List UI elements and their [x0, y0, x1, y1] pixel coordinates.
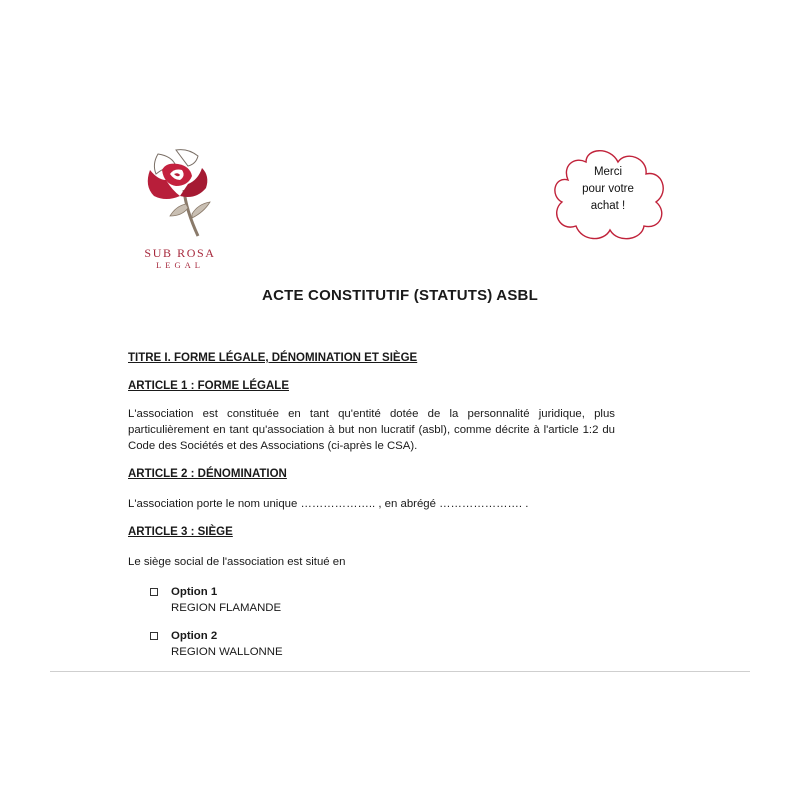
option-item — [128, 584, 615, 616]
document-body — [128, 350, 615, 660]
article-3-text: Le siège social de l'association est situé en — [128, 556, 346, 568]
article-1-text: L'association est constituée en tant qu'entité dotée de la personnalité juridique, plus particulièrement en tant qu'association à but non lucratif (asbl), comme décrite à l'article 1:2 du Code des Sociétés et des Associations (ci-après le CSA). — [128, 408, 615, 452]
article-2-heading: ARTICLE 2 : DÉNOMINATION — [128, 468, 287, 480]
option-label: Option 1 — [171, 586, 218, 598]
option-value: REGION WALLONNE — [171, 646, 283, 658]
article-3-heading: ARTICLE 3 : SIÈGE — [128, 526, 233, 538]
badge-line-1: Merci — [593, 166, 623, 178]
section-title: TITRE I. FORME LÉGALE, DÉNOMINATION ET SIÈGE — [128, 352, 418, 364]
option-label: Option 2 — [171, 630, 218, 642]
article-2-text: L'association porte le nom unique ……………….. , en abrégé …………………. . — [128, 498, 529, 510]
checkbox-icon[interactable] — [150, 588, 158, 596]
option-item — [128, 628, 615, 660]
brand-name: SUB ROSA — [144, 246, 216, 260]
badge-line-2: pour votre — [582, 183, 634, 195]
brand-subtitle: LEGAL — [156, 260, 204, 270]
company-logo — [128, 140, 232, 272]
document-title: ACTE CONSTITUTIF (STATUTS) ASBL — [262, 287, 538, 304]
thank-you-badge — [546, 140, 670, 244]
option-value: REGION FLAMANDE — [171, 602, 282, 614]
badge-line-3: achat ! — [590, 200, 626, 212]
article-1-heading: ARTICLE 1 : FORME LÉGALE — [128, 380, 289, 392]
page-divider — [50, 671, 750, 672]
rose-icon — [136, 140, 224, 244]
checkbox-icon[interactable] — [150, 632, 158, 640]
